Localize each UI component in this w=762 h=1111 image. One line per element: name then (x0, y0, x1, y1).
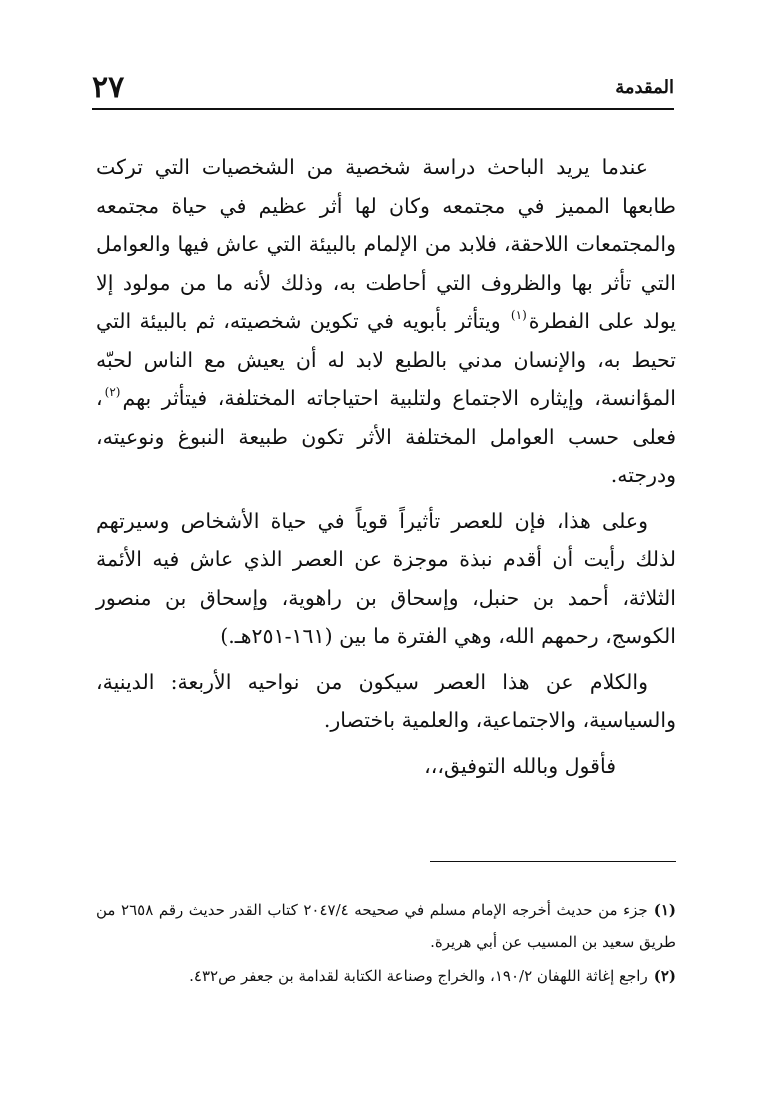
paragraph-2: وعلى هذا، فإن للعصر تأثيراً قوياً في حياة الأشخاص وسيرتهم لذلك رأيت أن أقدم نبذة موجزة عن العصر الذي عاش فيه الأئمة الثلاثة، أحمد بن حنبل، وإسحاق بن راهوية، وإسحاق بن منصور الكوسج، رحمهم الله، وهي الفترة ما بين (١٦١-٢٥١هـ.) (96, 508, 676, 648)
closing-line: فأقول وبالله التوفيق،،، (424, 753, 616, 778)
page-header (92, 70, 674, 108)
footnote-ref-2[interactable]: (٢) (104, 385, 121, 399)
header-divider (92, 108, 674, 110)
paragraph-1-text-a: عندما يريد الباحث دراسة شخصية من الشخصيات التي تركت طابعها المميز في مجتمعه وكان لها أثر عظيم في حياة مجتمعه والمجتمعات اللاحقة، فلابد من الإلمام بالبيئة التي عاش فيها والعوامل التي تأثر بها والظروف التي أحاطت به، وذلك لأنه ما من مولود إلا يولد على الفطرة (96, 155, 676, 333)
footnote-divider (430, 861, 676, 862)
paragraph-3: والكلام عن هذا العصر سيكون من نواحيه الأربعة: الدينية، والسياسية، والاجتماعية، والعلمية باختصار. (96, 669, 676, 732)
footnote-1-number: (١) (653, 901, 676, 919)
section-title: المقدمة (615, 77, 674, 98)
footnote-2-number: (٢) (653, 967, 676, 985)
paragraph-1-text-c: ، فعلى حسب العوامل المختلفة الأثر تكون طبيعة النبوغ ونوعيته، ودرجته. (96, 386, 676, 487)
footnotes (96, 894, 676, 994)
footnote-1-text: جزء من حديث أخرجه الإمام مسلم في صحيحه ٢٠٤٧/٤ كتاب القدر حديث رقم ٢٦٥٨ من طريق سعيد بن المسيب عن أبي هريرة. (96, 901, 676, 951)
paragraph-1-text-b: ويتأثر بأبويه في تكوين شخصيته، ثم بالبيئة التي تحيط به، والإنسان مدني بالطبع لابد له أن يعيش مع الناس لحبّه المؤانسة، وإيثاره الاجتماع ولتلبية احتياجاته المختلفة، فيتأثر بهم (96, 309, 676, 410)
footnote-ref-1[interactable]: (١) (510, 308, 527, 322)
page-number: ٢٧ (92, 70, 125, 105)
main-text (96, 148, 676, 792)
footnote-2 (96, 960, 676, 992)
paragraph-1 (96, 148, 676, 495)
footnote-1 (96, 894, 676, 958)
footnote-2-text: راجع إغاثة اللهفان ١٩٠/٢، والخراج وصناعة الكتابة لقدامة بن جعفر ص٤٣٢. (189, 967, 648, 985)
